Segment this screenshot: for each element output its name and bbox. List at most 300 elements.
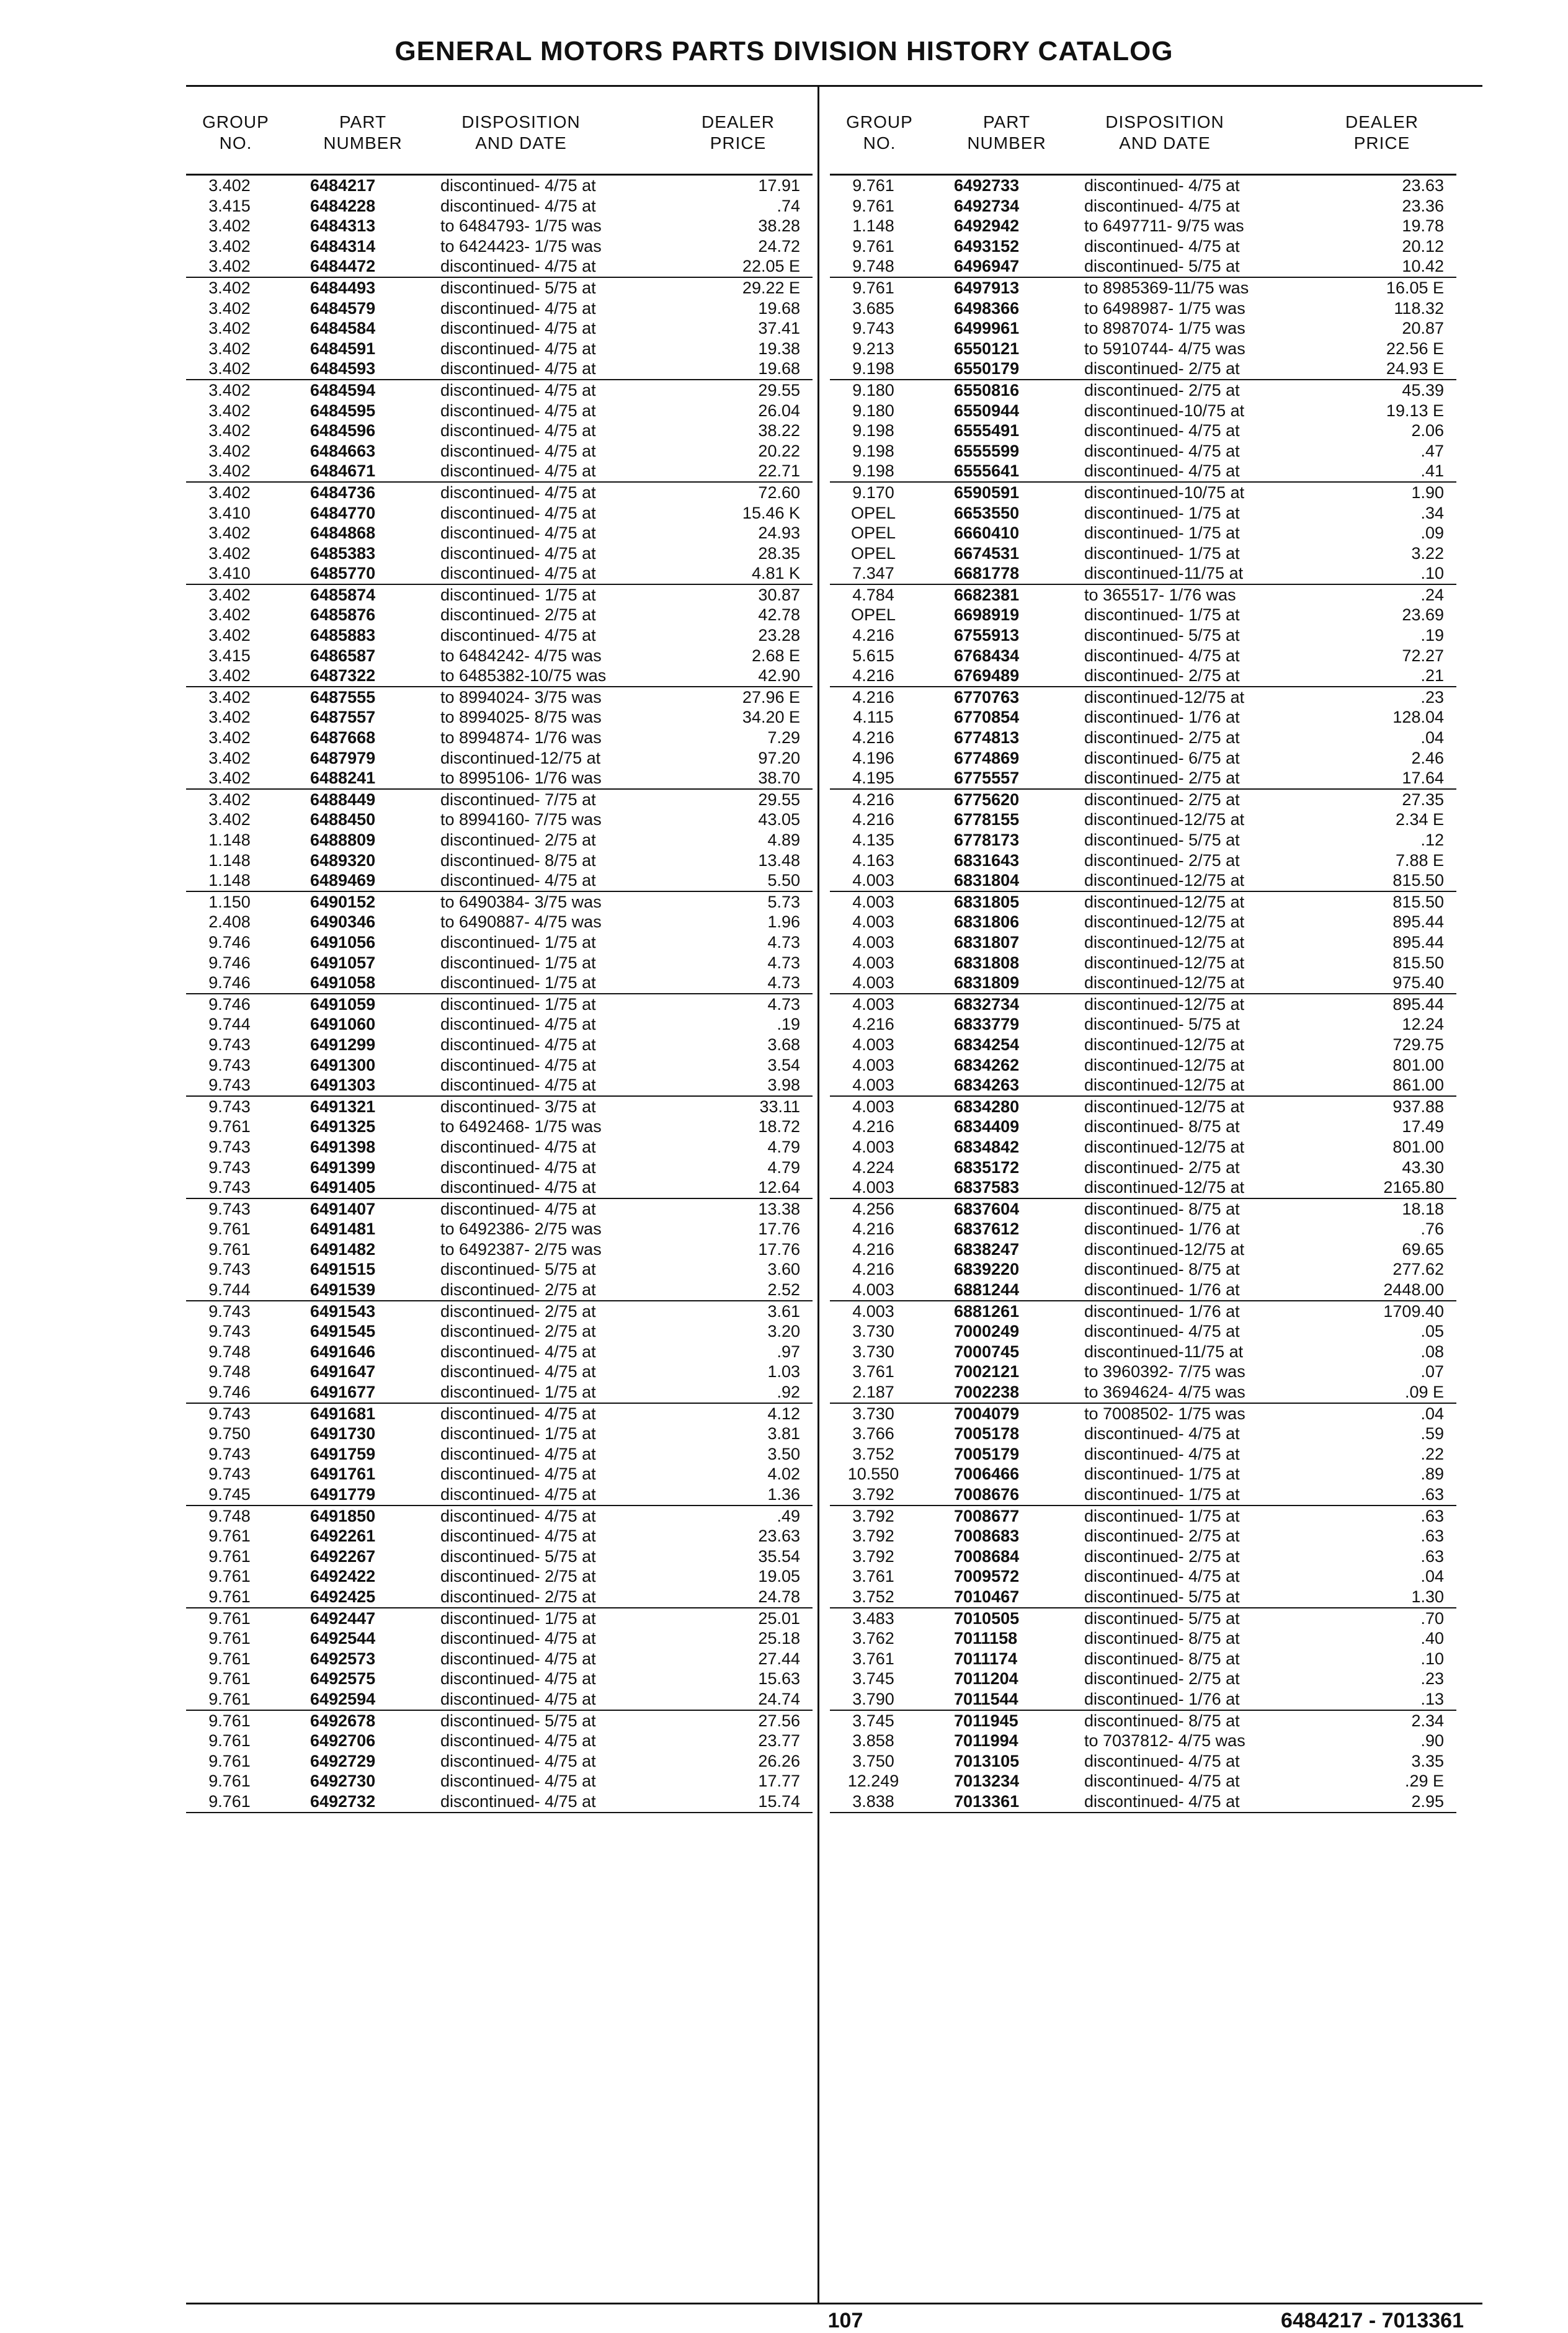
price-cell: .74 [777,196,800,215]
price-cell: 1.90 [1411,483,1444,502]
part-number-cell: 6491056 [310,932,376,952]
disposition-cell: discontinued- 5/75 at [1084,1587,1240,1606]
table-row [830,1404,1456,1424]
table-row [830,1280,1456,1301]
price-cell: 2165.80 [1383,1178,1444,1197]
part-number-cell: 6839220 [954,1260,1020,1279]
table-row [186,1117,813,1137]
part-number-cell: 7011544 [954,1689,1018,1708]
group-cell: 9.180 [852,380,894,399]
disposition-cell: discontinued- 1/75 at [440,1608,596,1628]
table-row [186,483,813,503]
disposition-cell: discontinued- 5/75 at [440,1260,596,1279]
disposition-cell: discontinued- 4/75 at [440,380,596,399]
group-cell: 9.748 [208,1342,251,1361]
price-cell: .04 [1420,1567,1444,1586]
part-number-cell: 6492734 [954,196,1020,215]
part-number-cell: 6492729 [310,1751,376,1770]
left-header [186,87,813,174]
table-row [186,973,813,994]
price-cell: 19.05 [758,1567,800,1586]
group-cell: OPEL [850,524,896,543]
table-row [186,768,813,790]
table-row [186,1259,813,1280]
part-number-cell: 6837583 [954,1178,1020,1197]
table-row [830,401,1456,421]
price-cell: 22.05 E [742,257,800,276]
table-row [186,1239,813,1260]
price-cell: 5.50 [767,871,800,890]
disposition-cell: discontinued- 1/75 at [440,953,596,972]
disposition-cell: discontinued- 4/75 at [440,1158,596,1177]
disposition-cell: discontinued- 4/75 at [440,871,596,890]
table-row [830,1608,1456,1629]
part-number-cell: 6491300 [310,1055,376,1074]
part-number-cell: 6484595 [310,401,376,420]
group-cell: 3.402 [208,298,251,318]
price-cell: 29.55 [758,380,800,399]
group-cell: 9.743 [208,1158,251,1177]
group-cell: 4.003 [852,973,894,993]
price-cell: 26.04 [758,401,800,420]
table-row [186,441,813,462]
part-number-cell: 6769489 [954,666,1020,685]
price-cell: .92 [777,1383,800,1402]
group-cell: 3.483 [852,1608,894,1628]
part-number-cell: 6484313 [310,216,376,236]
table-row [830,1751,1456,1772]
price-cell: .05 [1420,1322,1444,1341]
group-cell: 9.744 [208,1015,251,1034]
table-row [186,1404,813,1424]
group-cell: 4.216 [852,810,894,829]
part-number-cell: 6555599 [954,441,1020,460]
price-cell: 23.28 [758,626,800,645]
price-cell: 3.20 [767,1322,800,1341]
price-cell: .70 [1420,1608,1444,1628]
group-cell: 4.003 [852,994,894,1014]
table-row [830,830,1456,850]
table-row [830,1771,1456,1791]
table-row [186,196,813,216]
table-row [830,892,1456,912]
table-row [186,1731,813,1751]
group-cell: 9.748 [852,257,894,276]
disposition-cell: discontinued-12/75 at [1084,1178,1245,1197]
disposition-cell: discontinued- 4/75 at [440,339,596,358]
disposition-cell: discontinued-12/75 at [1084,953,1245,972]
group-cell: 9.761 [208,1629,251,1648]
price-cell: .63 [1420,1546,1444,1566]
part-number-cell: 6682381 [954,585,1020,604]
table-row [186,318,813,339]
price-cell: 2.34 [1411,1711,1444,1730]
price-cell: .19 [1420,626,1444,645]
table-row [186,359,813,380]
table-row [830,298,1456,319]
right-rows [830,176,1456,1813]
group-cell: 9.743 [208,1322,251,1341]
group-cell: 9.743 [208,1444,251,1463]
price-cell: .40 [1420,1629,1444,1648]
disposition-cell: discontinued- 4/75 at [440,1342,596,1361]
header-price: DEALER PRICE [1345,112,1419,153]
table-row [830,1711,1456,1731]
group-cell: 9.761 [208,1791,251,1811]
part-number-cell: 6492425 [310,1587,376,1606]
disposition-cell: discontinued-12/75 at [1084,687,1245,707]
table-row [186,892,813,912]
price-cell: 42.78 [758,605,800,625]
price-cell: 19.68 [758,359,800,378]
page-number: 107 [827,2309,863,2332]
group-cell: 3.402 [208,790,251,809]
part-number-cell: 6493152 [954,236,1020,256]
part-number-cell: 7005179 [954,1444,1020,1463]
disposition-cell: to 8994024- 3/75 was [440,687,602,707]
price-cell: .89 [1420,1465,1444,1484]
price-cell: 3.22 [1411,543,1444,563]
disposition-cell: to 6492387- 2/75 was [440,1239,602,1259]
disposition-cell: discontinued- 2/75 at [440,1322,596,1341]
table-row [186,1177,813,1199]
group-cell: 9.748 [208,1506,251,1525]
price-cell: 13.38 [758,1199,800,1218]
disposition-cell: discontinued- 4/75 at [1084,196,1240,215]
disposition-cell: discontinued- 4/75 at [440,1629,596,1648]
disposition-cell: to 6485382-10/75 was [440,666,607,685]
group-cell: 4.216 [852,666,894,685]
table-row [830,1649,1456,1669]
group-cell: 3.402 [208,380,251,399]
header-group: GROUP NO. [202,112,269,153]
price-cell: 128.04 [1392,708,1444,727]
table-row [830,1546,1456,1567]
price-cell: 2.52 [767,1280,800,1300]
disposition-cell: to 6498987- 1/75 was [1084,298,1245,318]
part-number-cell: 6775620 [954,790,1020,809]
group-cell: 9.743 [852,319,894,338]
price-cell: 12.64 [758,1178,800,1197]
disposition-cell: to 8994160- 7/75 was [440,810,602,829]
disposition-cell: discontinued-12/75 at [1084,973,1245,993]
part-number-cell: 6698919 [954,605,1020,625]
price-cell: .22 [1420,1444,1444,1463]
disposition-cell: discontinued- 8/75 at [440,850,596,870]
price-cell: 3.35 [1411,1751,1444,1770]
table-row [186,1219,813,1239]
table-row [830,1075,1456,1097]
part-number-cell: 6550816 [954,380,1020,399]
price-cell: .09 E [1404,1383,1444,1402]
group-cell: 9.746 [208,953,251,972]
part-number-cell: 6778173 [954,831,1020,849]
group-cell: 1.148 [852,216,894,236]
disposition-cell: discontinued- 4/75 at [440,1055,596,1074]
disposition-cell: discontinued- 4/75 at [440,1751,596,1770]
part-number-cell: 6768434 [954,646,1020,665]
table-row [186,401,813,421]
group-cell: 4.256 [852,1199,894,1218]
part-number-cell: 7011204 [954,1669,1018,1688]
disposition-cell: discontinued- 1/75 at [1084,1465,1240,1484]
part-number-cell: 6491681 [310,1404,376,1423]
part-number-cell: 7013234 [954,1772,1020,1791]
part-number-cell: 6834842 [954,1137,1020,1156]
group-cell: 1.148 [208,850,251,870]
table-row [830,1791,1456,1813]
price-cell: 27.56 [758,1711,800,1730]
disposition-cell: to 3694624- 4/75 was [1084,1383,1245,1402]
price-cell: 2.06 [1411,421,1444,440]
disposition-cell: discontinued-12/75 at [1084,994,1245,1014]
group-cell: 3.402 [208,728,251,747]
disposition-cell: discontinued- 4/75 at [440,1137,596,1156]
table-row [830,1219,1456,1239]
group-cell: 3.685 [852,298,894,318]
group-cell: 4.216 [852,1260,894,1279]
table-row [830,625,1456,646]
group-cell: 9.198 [852,421,894,440]
price-cell: 72.60 [758,483,800,502]
part-number-cell: 7011945 [954,1711,1018,1730]
disposition-cell: discontinued- 2/75 at [440,1301,596,1321]
group-cell: 1.150 [208,892,251,911]
table-row [830,380,1456,401]
disposition-cell: discontinued- 4/75 at [1084,1751,1240,1770]
group-cell: 9.746 [208,973,251,993]
group-cell: 3.745 [852,1711,894,1730]
table-row [830,687,1456,708]
part-number-cell: 6838247 [954,1239,1020,1259]
part-number-cell: 6491515 [310,1260,376,1279]
table-row [830,585,1456,605]
table-row [830,1464,1456,1484]
table-row [186,1382,813,1404]
disposition-cell: discontinued- 4/75 at [440,196,596,215]
table-row [830,1484,1456,1506]
disposition-cell: to 8994025- 8/75 was [440,708,602,727]
header-disposition: DISPOSITION AND DATE [461,112,581,153]
disposition-cell: discontinued- 1/75 at [440,932,596,952]
part-number-cell: 6492261 [310,1527,376,1546]
disposition-cell: discontinued- 4/75 at [440,441,596,460]
part-number-cell: 6550179 [954,359,1020,378]
disposition-cell: discontinued-12/75 at [1084,871,1245,890]
disposition-cell: discontinued- 1/75 at [440,994,596,1014]
price-cell: 17.91 [758,176,800,195]
group-cell: 3.792 [852,1527,894,1546]
part-number-cell: 7002238 [954,1383,1020,1402]
part-number-cell: 6491057 [310,953,376,972]
disposition-cell: discontinued- 2/75 at [1084,359,1240,378]
price-cell: 24.93 E [1386,359,1444,378]
table-row [186,236,813,257]
disposition-cell: discontinued- 4/75 at [1084,1444,1240,1463]
part-number-cell: 6774813 [954,728,1020,747]
group-cell: 9.761 [208,1587,251,1606]
price-cell: .12 [1420,831,1444,849]
disposition-cell: discontinued- 1/75 at [440,1383,596,1402]
part-number-cell: 6485876 [310,605,376,625]
disposition-cell: discontinued- 8/75 at [1084,1629,1240,1648]
price-cell: 26.26 [758,1751,800,1770]
price-cell: .76 [1420,1220,1444,1239]
part-number-cell: 7010467 [954,1587,1020,1606]
disposition-cell: discontinued-11/75 at [1084,564,1244,583]
part-number-cell: 6492594 [310,1689,376,1708]
table-row [186,585,813,605]
table-row [186,1321,813,1342]
table-row [830,748,1456,769]
table-row [186,748,813,769]
disposition-cell: discontinued-12/75 at [1084,892,1245,911]
table-row [186,605,813,625]
part-number-cell: 6837604 [954,1199,1020,1218]
disposition-cell: discontinued- 4/75 at [440,1485,596,1504]
part-number-cell: 7004079 [954,1404,1020,1423]
price-cell: .13 [1420,1689,1444,1708]
part-number-cell: 6492730 [310,1772,376,1791]
group-cell: 4.216 [852,626,894,645]
table-row [830,870,1456,892]
header-price: DEALER PRICE [701,112,775,153]
group-cell: 3.410 [208,564,251,583]
table-row [830,953,1456,973]
group-cell: 3.745 [852,1669,894,1688]
part-number-cell: 6831809 [954,973,1020,993]
table-row [186,1484,813,1506]
price-cell: .23 [1420,687,1444,707]
table-row [830,1035,1456,1055]
disposition-cell: discontinued- 5/75 at [440,1546,596,1566]
part-number-cell: 6491321 [310,1097,376,1116]
table-row [830,196,1456,216]
table-row [830,646,1456,666]
disposition-cell: discontinued- 1/75 at [1084,524,1240,543]
table-row [186,339,813,359]
price-cell: 27.44 [758,1649,800,1668]
table-row [186,1546,813,1567]
group-cell: 3.790 [852,1689,894,1708]
part-number-cell: 6831804 [954,871,1020,890]
group-cell: 3.792 [852,1546,894,1566]
table-row [830,810,1456,830]
disposition-cell: discontinued- 2/75 at [440,831,596,849]
group-cell: 3.402 [208,605,251,625]
group-cell: 9.761 [208,1751,251,1770]
part-number-cell: 6491060 [310,1015,376,1034]
group-cell: 4.216 [852,1015,894,1034]
price-cell: .47 [1420,441,1444,460]
group-cell: 9.761 [208,1731,251,1751]
header-disposition: DISPOSITION AND DATE [1105,112,1224,153]
disposition-cell: discontinued-12/75 at [1084,1097,1245,1116]
price-cell: 18.72 [758,1117,800,1136]
price-cell: 19.78 [1402,216,1444,236]
part-number-cell: 7006466 [954,1465,1020,1484]
table-row [186,830,813,850]
price-cell: 23.77 [758,1731,800,1751]
part-number-cell: 6550944 [954,401,1020,420]
part-number-cell: 6485874 [310,585,376,604]
group-cell: 9.761 [208,1689,251,1708]
group-cell: 4.216 [852,687,894,707]
part-number-cell: 7000745 [954,1342,1020,1361]
table-row [830,256,1456,278]
group-cell: 9.761 [208,1567,251,1586]
part-number-cell: 6484314 [310,236,376,256]
group-cell: 9.743 [208,1301,251,1321]
part-number-cell: 7013105 [954,1751,1020,1770]
disposition-cell: discontinued-11/75 at [1084,1342,1244,1361]
group-cell: 3.761 [852,1567,894,1586]
part-number-cell: 7000249 [954,1322,1020,1341]
part-number-cell: 6491405 [310,1178,376,1197]
table-row [186,994,813,1015]
price-cell: 43.30 [1402,1158,1444,1177]
table-row [830,1055,1456,1076]
disposition-cell: discontinued- 2/75 at [440,605,596,625]
disposition-cell: discontinued- 4/75 at [440,176,596,195]
price-cell: 937.88 [1392,1097,1444,1116]
table-row [830,1424,1456,1444]
group-cell: 9.748 [208,1362,251,1381]
right-column [830,87,1456,1813]
price-cell: .08 [1420,1342,1444,1361]
price-cell: 4.89 [767,831,800,849]
group-cell: 3.730 [852,1342,894,1361]
group-cell: 3.858 [852,1731,894,1751]
disposition-cell: discontinued- 4/75 at [440,1527,596,1546]
disposition-cell: discontinued- 1/75 at [440,585,596,604]
part-number-cell: 6831806 [954,912,1020,932]
table-row [830,1566,1456,1587]
disposition-cell: discontinued- 7/75 at [440,790,596,809]
part-number-cell: 7008677 [954,1506,1020,1525]
table-row [186,380,813,401]
disposition-cell: discontinued- 5/75 at [1084,1608,1240,1628]
disposition-cell: to 6424423- 1/75 was [440,236,602,256]
disposition-cell: discontinued- 4/75 at [440,1506,596,1525]
group-cell: 3.730 [852,1322,894,1341]
group-cell: 9.743 [208,1055,251,1074]
table-row [830,666,1456,687]
group-cell: 4.224 [852,1158,894,1177]
part-number-cell: 6491539 [310,1280,376,1300]
table-row [186,1791,813,1813]
part-number-cell: 6497913 [954,278,1020,297]
group-cell: 3.402 [208,483,251,502]
price-cell: 861.00 [1392,1076,1444,1095]
table-row [186,1362,813,1382]
disposition-cell: discontinued- 2/75 at [1084,850,1240,870]
price-cell: 3.61 [767,1301,800,1321]
group-cell: 4.195 [852,769,894,788]
group-cell: 4.003 [852,1137,894,1156]
disposition-cell: discontinued- 4/75 at [440,1444,596,1463]
part-number-cell: 6491407 [310,1199,376,1218]
table-row [830,543,1456,564]
part-number-cell: 6491398 [310,1137,376,1156]
table-row [830,339,1456,359]
part-number-cell: 6488449 [310,790,376,809]
group-cell: 4.216 [852,728,894,747]
price-cell: .19 [777,1015,800,1034]
price-cell: 2.68 E [751,646,800,665]
price-cell: 17.49 [1402,1117,1444,1136]
price-cell: 815.50 [1392,892,1444,911]
